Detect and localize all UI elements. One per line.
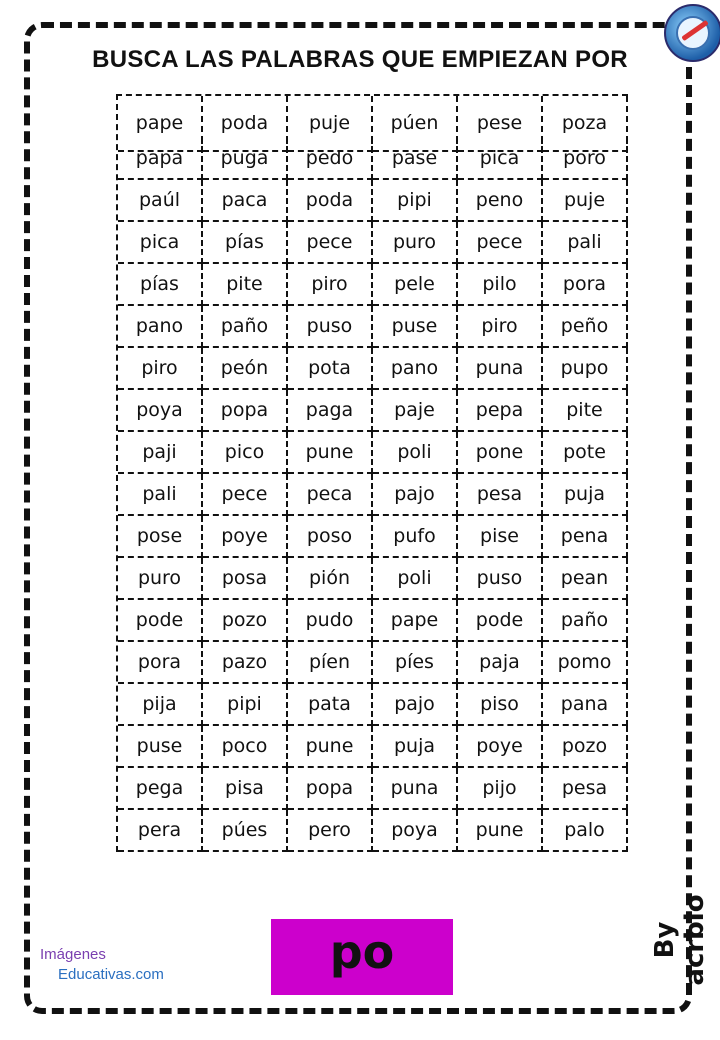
word-cell[interactable]: pean <box>543 558 628 600</box>
word-cell[interactable]: paje <box>373 390 458 432</box>
word-cell[interactable]: pece <box>458 222 543 264</box>
word-cell[interactable]: píes <box>373 642 458 684</box>
word-cell[interactable]: pite <box>203 264 288 306</box>
word-cell[interactable]: pica <box>458 138 543 180</box>
word-cell[interactable]: pape <box>373 600 458 642</box>
word-cell[interactable]: pase <box>373 138 458 180</box>
word-cell[interactable]: pena <box>543 516 628 558</box>
word-cell[interactable]: puse <box>373 306 458 348</box>
word-cell[interactable]: poli <box>373 558 458 600</box>
word-cell[interactable]: pese <box>458 96 543 152</box>
word-cell[interactable]: pera <box>118 810 203 852</box>
word-cell[interactable]: poye <box>458 726 543 768</box>
word-cell[interactable]: puga <box>203 138 288 180</box>
word-cell[interactable]: poya <box>118 390 203 432</box>
logo-badge-icon <box>664 4 720 62</box>
brand-logo <box>40 946 164 983</box>
word-cell[interactable]: paji <box>118 432 203 474</box>
word-cell[interactable]: paga <box>288 390 373 432</box>
word-cell[interactable]: peón <box>203 348 288 390</box>
word-cell[interactable]: pali <box>543 222 628 264</box>
word-cell[interactable]: pica <box>118 222 203 264</box>
word-cell[interactable]: pano <box>373 348 458 390</box>
word-cell[interactable]: pune <box>288 726 373 768</box>
word-cell[interactable]: pías <box>118 264 203 306</box>
word-cell[interactable]: pite <box>543 390 628 432</box>
word-cell[interactable]: puso <box>458 558 543 600</box>
word-cell[interactable]: palo <box>543 810 628 852</box>
word-cell[interactable]: poso <box>288 516 373 558</box>
word-cell[interactable]: poza <box>543 96 628 152</box>
word-cell[interactable]: pora <box>118 642 203 684</box>
word-cell[interactable]: puro <box>373 222 458 264</box>
word-cell[interactable]: paja <box>458 642 543 684</box>
word-cell[interactable]: píen <box>288 642 373 684</box>
word-cell[interactable]: pora <box>543 264 628 306</box>
word-cell[interactable]: paño <box>203 306 288 348</box>
word-cell[interactable]: poli <box>373 432 458 474</box>
target-syllable: po <box>329 925 395 979</box>
target-syllable-box <box>271 919 453 995</box>
word-cell[interactable]: pupo <box>543 348 628 390</box>
word-cell[interactable]: paúl <box>118 180 203 222</box>
author-byline: By acrbio <box>650 894 710 986</box>
word-cell[interactable]: pece <box>203 474 288 516</box>
word-cell[interactable]: peca <box>288 474 373 516</box>
word-cell[interactable]: pomo <box>543 642 628 684</box>
word-cell[interactable]: popa <box>203 390 288 432</box>
word-cell[interactable]: pose <box>118 516 203 558</box>
word-cell[interactable]: puna <box>373 768 458 810</box>
word-cell[interactable]: pipi <box>203 684 288 726</box>
brand-line-1: Imágenes <box>40 946 106 963</box>
word-cell[interactable]: pano <box>118 306 203 348</box>
word-cell[interactable]: pode <box>458 600 543 642</box>
word-cell[interactable]: posa <box>203 558 288 600</box>
word-cell[interactable]: pija <box>118 684 203 726</box>
word-cell[interactable]: pega <box>118 768 203 810</box>
word-cell[interactable]: pijo <box>458 768 543 810</box>
word-grid <box>116 94 628 852</box>
word-cell[interactable]: piro <box>118 348 203 390</box>
word-cell[interactable]: pape <box>118 96 203 152</box>
brand-line-2: Educativas.com <box>58 966 164 983</box>
word-cell[interactable]: poye <box>203 516 288 558</box>
word-cell[interactable]: pipi <box>373 180 458 222</box>
word-cell[interactable]: pajo <box>373 684 458 726</box>
word-cell[interactable]: pero <box>288 810 373 852</box>
word-cell[interactable]: paño <box>543 600 628 642</box>
word-cell[interactable]: pozo <box>543 726 628 768</box>
word-cell[interactable]: pazo <box>203 642 288 684</box>
word-cell[interactable]: púes <box>203 810 288 852</box>
word-cell[interactable]: pías <box>203 222 288 264</box>
word-cell[interactable]: papa <box>118 138 203 180</box>
word-cell[interactable]: paca <box>203 180 288 222</box>
word-cell[interactable]: pesa <box>458 474 543 516</box>
word-cell[interactable]: pepa <box>458 390 543 432</box>
word-cell[interactable]: pozo <box>203 600 288 642</box>
word-cell[interactable]: puso <box>288 306 373 348</box>
word-cell[interactable]: pisa <box>203 768 288 810</box>
word-cell[interactable]: pote <box>543 432 628 474</box>
word-cell[interactable]: poda <box>288 180 373 222</box>
word-cell[interactable]: pico <box>203 432 288 474</box>
word-cell[interactable]: poro <box>543 138 628 180</box>
word-cell[interactable]: peño <box>543 306 628 348</box>
worksheet-title: BUSCA LAS PALABRAS QUE EMPIEZAN POR <box>92 46 628 73</box>
word-cell[interactable]: piso <box>458 684 543 726</box>
word-cell[interactable]: pota <box>288 348 373 390</box>
word-cell[interactable]: pudo <box>288 600 373 642</box>
word-cell[interactable]: puna <box>458 348 543 390</box>
word-cell[interactable]: peno <box>458 180 543 222</box>
word-cell[interactable]: puje <box>543 180 628 222</box>
word-cell[interactable]: pión <box>288 558 373 600</box>
word-cell[interactable]: pedo <box>288 138 373 180</box>
word-cell[interactable]: pufo <box>373 516 458 558</box>
word-cell[interactable]: pesa <box>543 768 628 810</box>
word-cell[interactable]: poda <box>203 96 288 152</box>
word-cell[interactable]: poya <box>373 810 458 852</box>
word-cell[interactable]: pilo <box>458 264 543 306</box>
word-cell[interactable]: pece <box>288 222 373 264</box>
word-cell[interactable]: puja <box>543 474 628 516</box>
word-cell[interactable]: popa <box>288 768 373 810</box>
word-cell[interactable]: pata <box>288 684 373 726</box>
word-cell[interactable]: pode <box>118 600 203 642</box>
word-cell[interactable]: puja <box>373 726 458 768</box>
word-cell[interactable]: puro <box>118 558 203 600</box>
word-cell[interactable]: puje <box>288 96 373 152</box>
word-cell[interactable]: pele <box>373 264 458 306</box>
word-cell[interactable]: piro <box>288 264 373 306</box>
word-cell[interactable]: púen <box>373 96 458 152</box>
word-cell[interactable]: poco <box>203 726 288 768</box>
word-cell[interactable]: pajo <box>373 474 458 516</box>
word-cell[interactable]: pana <box>543 684 628 726</box>
word-cell[interactable]: piro <box>458 306 543 348</box>
word-cell[interactable]: pune <box>458 810 543 852</box>
word-cell[interactable]: pone <box>458 432 543 474</box>
word-cell[interactable]: pise <box>458 516 543 558</box>
word-cell[interactable]: pune <box>288 432 373 474</box>
word-cell[interactable]: puse <box>118 726 203 768</box>
word-cell[interactable]: pali <box>118 474 203 516</box>
